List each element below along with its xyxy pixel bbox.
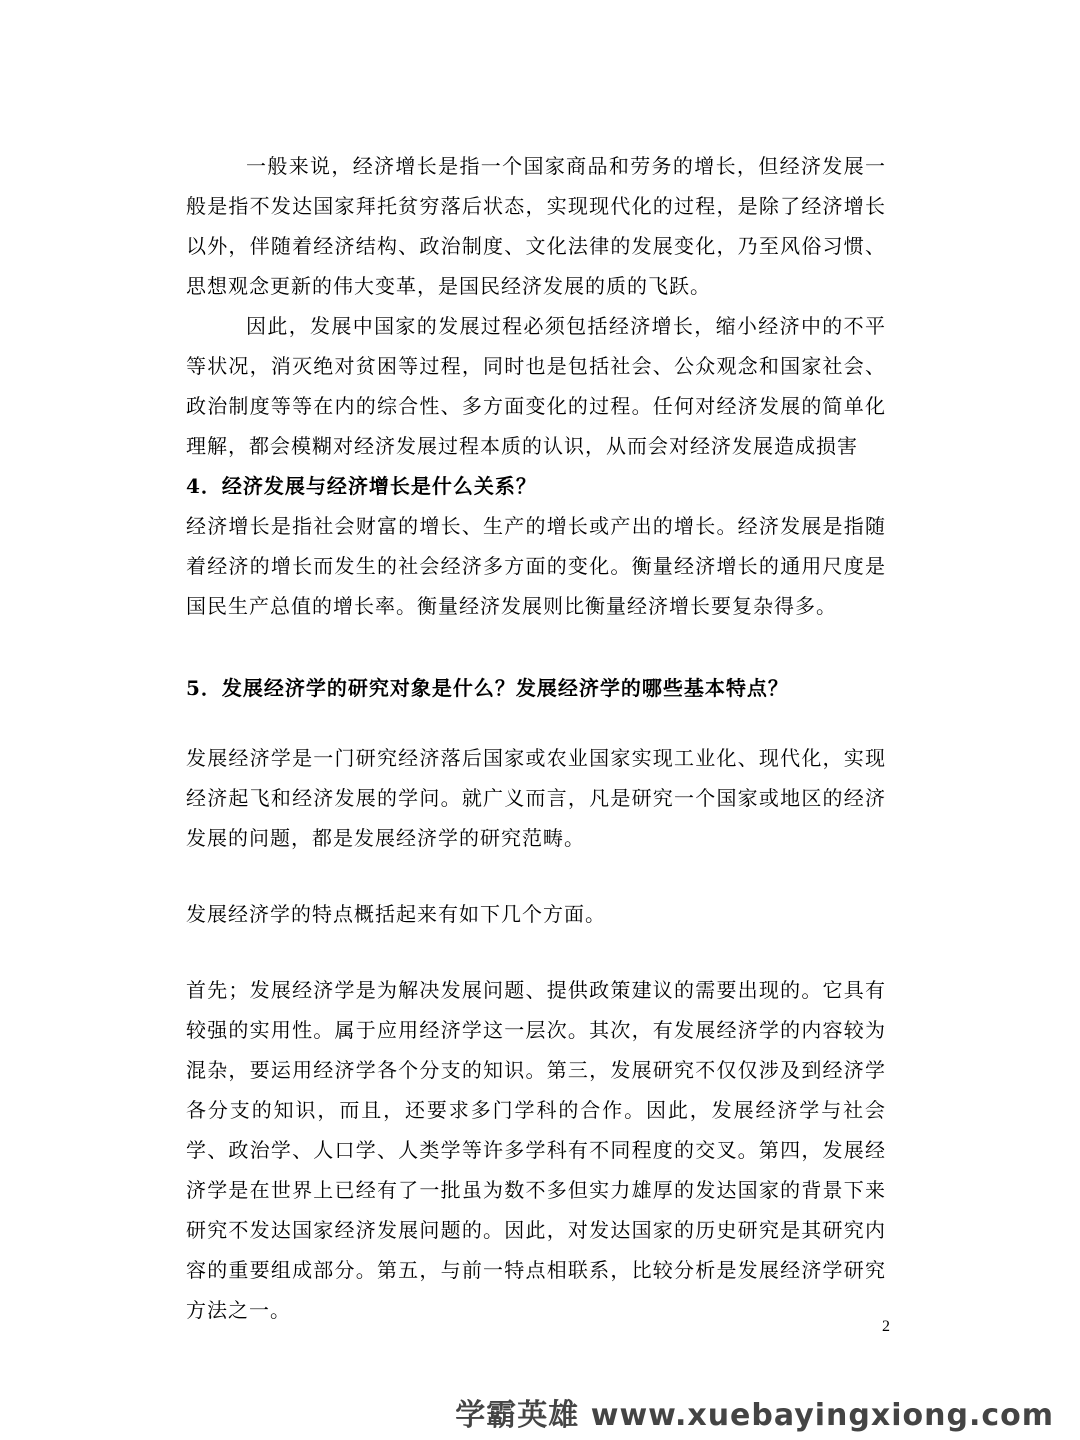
question-4-heading: 4．经济发展与经济增长是什么关系？ (186, 474, 537, 498)
question-5-answer-features: 首先；发展经济学是为解决发展问题、提供政策建议的需要出现的。它具有较强的实用性。属于应用经济学这一层次。其次，有发展经济学的内容较为混杂，要运用经济学各个分支的知识。第三，发展研究不仅仅涉及到经济学各分支的知识，而且，还要求多门学科的合作。因此，发展经济学与社会学、政治学、人口学、人类学等许多学科有不同程度的交叉。第四，发展经济学是在世界上已经有了一批虽为数不多但实力雄厚的发达国家的背景下来研究不发达国家经济发展问题的。因此，对发达国家的历史研究是其研究内容的重要组成部分。第五，与前一特点相联系，比较分析是发展经济学研究方法之一。 (186, 978, 886, 1322)
page-number: 2 (882, 1318, 890, 1335)
question-4-answer: 经济增长是指社会财富的增长、生产的增长或产出的增长。经济发展是指随着经济的增长而发生的社会经济多方面的变化。衡量经济增长的通用尺度是国民生产总值的增长率。衡量经济发展则比衡量经济增长要复杂得多。 (186, 514, 886, 618)
question-5-answer-definition: 发展经济学是一门研究经济落后国家或农业国家实现工业化、现代化，实现经济起飞和经济发展的学问。就广义而言，凡是研究一个国家或地区的经济发展的问题，都是发展经济学的研究范畴。 (186, 746, 886, 850)
question-5-answer-intro: 发展经济学的特点概括起来有如下几个方面。 (186, 902, 606, 926)
paragraph-developing-countries: 因此，发展中国家的发展过程必须包括经济增长，缩小经济中的不平等状况，消灭绝对贫困等过程，同时也是包括社会、公众观念和国家社会、政治制度等等在内的综合性、多方面变化的过程。任何对经济发展的简单化理解，都会模糊对经济发展过程本质的认识，从而会对经济发展造成损害 (186, 314, 886, 458)
question-5-heading: 5．发展经济学的研究对象是什么？发展经济学的哪些基本特点？ (186, 676, 789, 700)
page-content (186, 146, 886, 1330)
paragraph-growth-vs-development: 一般来说，经济增长是指一个国家商品和劳务的增长，但经济发展一般是指不发达国家拜托贫穷落后状态，实现现代化的过程，是除了经济增长以外，伴随着经济结构、政治制度、文化法律的发展变化，乃至风俗习惯、思想观念更新的伟大变革，是国民经济发展的质的飞跃。 (186, 154, 886, 298)
site-watermark: 学霸英雄 www.xuebayingxiong.com (455, 1398, 1054, 1433)
